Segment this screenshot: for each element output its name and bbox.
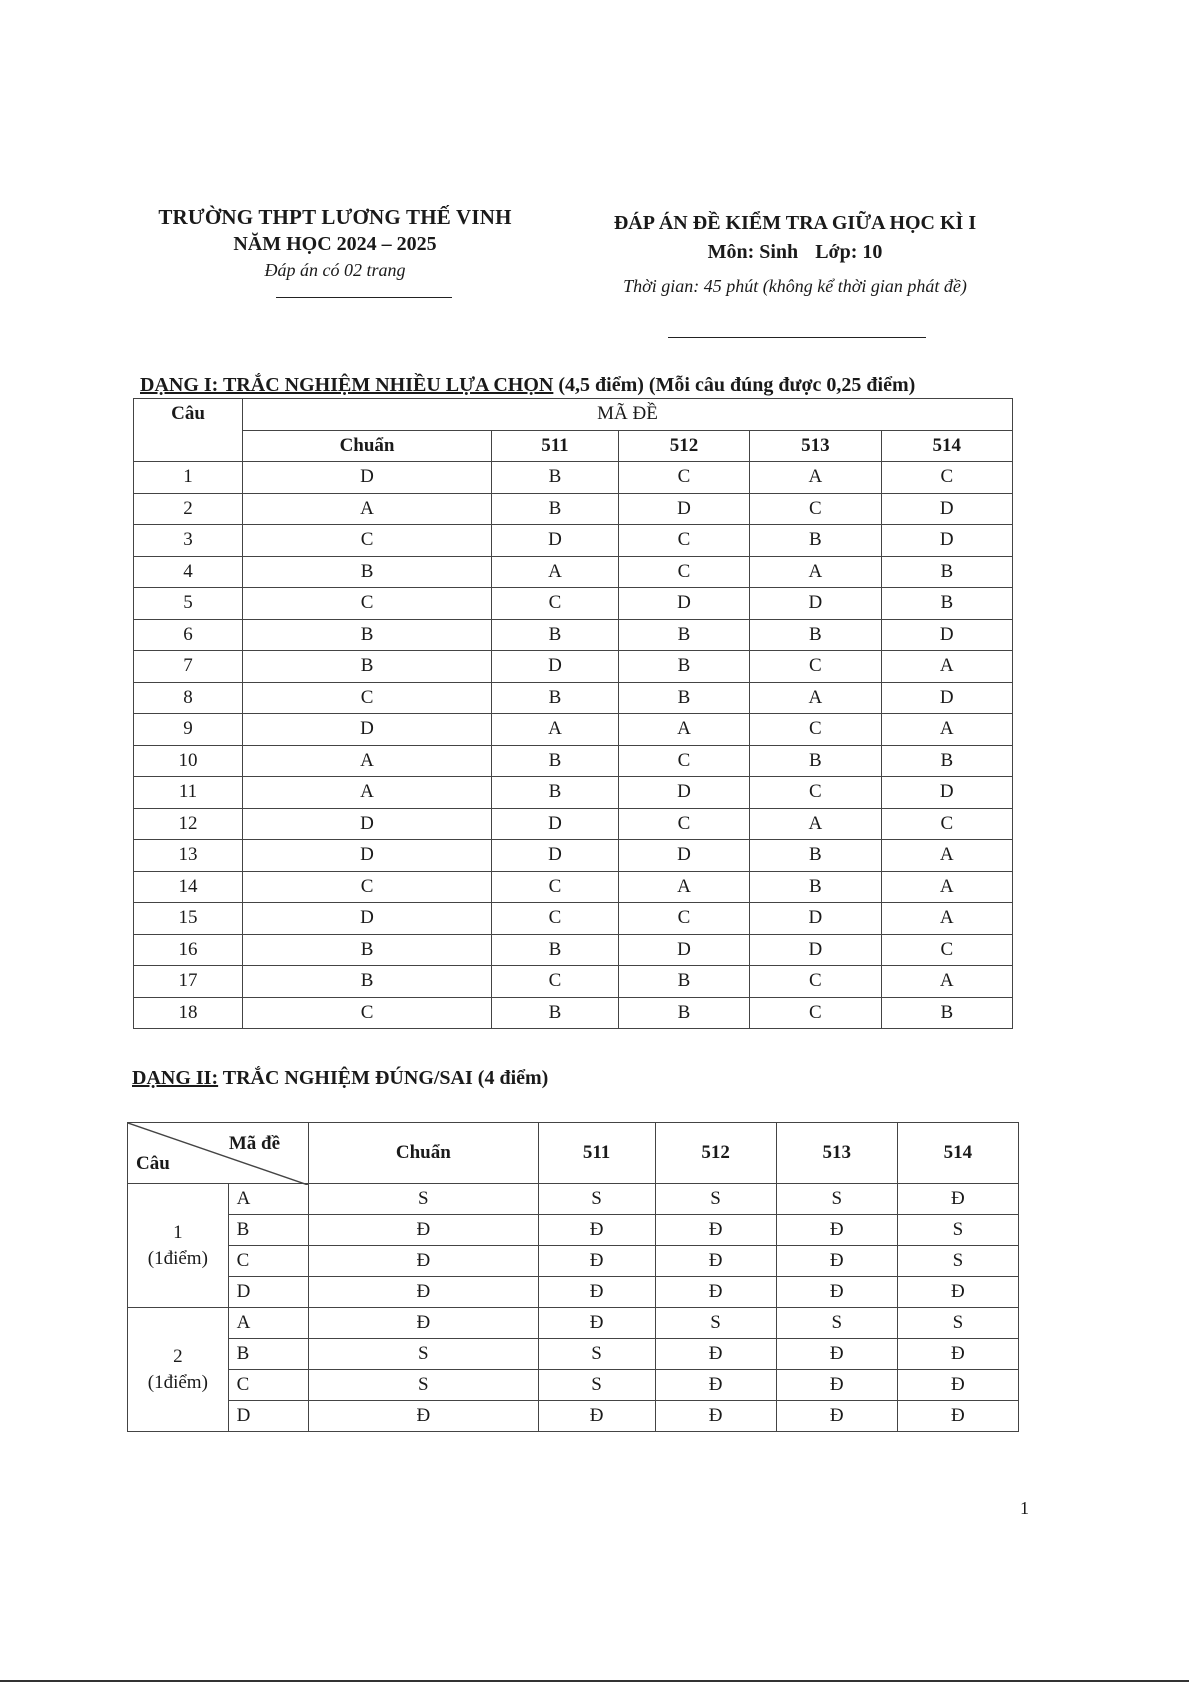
answer-cell: D: [492, 651, 619, 683]
answer-cell: C: [243, 871, 492, 903]
question-number: 7: [134, 651, 243, 683]
answer-cell: D: [618, 493, 749, 525]
answer-cell: S: [309, 1184, 539, 1215]
answer-cell: S: [897, 1246, 1018, 1277]
answer-cell: Đ: [776, 1246, 897, 1277]
answer-cell: B: [492, 493, 619, 525]
answer-cell: Đ: [776, 1370, 897, 1401]
question-number: 12: [134, 808, 243, 840]
answer-cell: C: [492, 588, 619, 620]
part1-header-cau: Câu: [134, 399, 243, 462]
answer-cell: A: [750, 808, 881, 840]
answer-cell: Đ: [538, 1277, 655, 1308]
answer-cell: Đ: [897, 1401, 1018, 1432]
answer-cell: S: [897, 1308, 1018, 1339]
answer-cell: A: [881, 966, 1012, 998]
answer-cell: D: [492, 808, 619, 840]
answer-cell: D: [750, 903, 881, 935]
answer-cell: B: [618, 619, 749, 651]
table-row: [128, 1308, 1019, 1339]
sub-item-label: C: [228, 1370, 308, 1401]
answer-cell: S: [655, 1308, 776, 1339]
answer-cell: C: [492, 871, 619, 903]
answer-cell: B: [881, 997, 1012, 1029]
answer-cell: A: [881, 871, 1012, 903]
table-row: [134, 493, 1013, 525]
question-number: 2: [173, 1345, 183, 1367]
answer-cell: B: [243, 556, 492, 588]
answer-cell: A: [243, 777, 492, 809]
answer-cell: B: [750, 840, 881, 872]
answer-cell: D: [243, 903, 492, 935]
part2-corner-made: Mã đề: [228, 1133, 280, 1154]
answer-cell: D: [618, 840, 749, 872]
answer-cell: S: [655, 1184, 776, 1215]
answer-cell: C: [618, 903, 749, 935]
answer-cell: C: [750, 651, 881, 683]
answer-cell: D: [618, 588, 749, 620]
part2-answer-table: [127, 1122, 1019, 1432]
answer-cell: D: [750, 588, 881, 620]
page-bottom-edge: [0, 1680, 1189, 1682]
question-number: 8: [134, 682, 243, 714]
answer-cell: C: [618, 525, 749, 557]
answer-cell: D: [881, 525, 1012, 557]
answer-cell: B: [618, 651, 749, 683]
exam-title: ĐÁP ÁN ĐỀ KIỂM TRA GIỮA HỌC KÌ I: [613, 212, 977, 234]
question-number: 10: [134, 745, 243, 777]
answer-cell: Đ: [897, 1184, 1018, 1215]
answer-cell: A: [618, 714, 749, 746]
answer-cell: C: [492, 966, 619, 998]
table-row: [134, 777, 1013, 809]
answer-cell: C: [618, 745, 749, 777]
header-left-underline: [276, 297, 452, 298]
table-row: [134, 903, 1013, 935]
question-number: 11: [134, 777, 243, 809]
answer-cell: C: [618, 808, 749, 840]
part2-corner-cau: Câu: [136, 1153, 170, 1174]
part1-code-header: Chuẩn: [243, 430, 492, 462]
answer-cell: Đ: [776, 1339, 897, 1370]
header-right-underline: [668, 337, 926, 338]
answer-cell: C: [618, 556, 749, 588]
answer-cell: C: [750, 966, 881, 998]
answer-cell: D: [881, 493, 1012, 525]
answer-cell: Đ: [538, 1215, 655, 1246]
table-row: [134, 871, 1013, 903]
answer-cell: Đ: [655, 1401, 776, 1432]
answer-cell: Đ: [538, 1246, 655, 1277]
sub-item-label: B: [228, 1215, 308, 1246]
answer-cell: B: [492, 619, 619, 651]
answer-cell: D: [881, 777, 1012, 809]
exam-subject: Môn: Sinh: [707, 241, 799, 263]
answer-cell: B: [618, 966, 749, 998]
sub-item-label: D: [228, 1277, 308, 1308]
answer-cell: B: [243, 619, 492, 651]
answer-cell: C: [243, 682, 492, 714]
answer-cell: Đ: [655, 1339, 776, 1370]
question-cell: [128, 1308, 229, 1432]
part1-title-rest: (4,5 điểm) (Mỗi câu đúng được 0,25 điểm): [553, 374, 916, 396]
answer-cell: C: [243, 588, 492, 620]
question-number: 3: [134, 525, 243, 557]
answer-cell: B: [750, 619, 881, 651]
sub-item-label: A: [228, 1308, 308, 1339]
school-header: [130, 205, 540, 281]
table-row: [128, 1370, 1019, 1401]
answer-cell: Đ: [538, 1401, 655, 1432]
table-row: [134, 619, 1013, 651]
answer-cell: S: [538, 1370, 655, 1401]
answer-cell: B: [492, 777, 619, 809]
part1-answer-table: [133, 398, 1013, 1029]
answer-cell: Đ: [655, 1277, 776, 1308]
answer-cell: C: [881, 462, 1012, 494]
part2-code-header: 511: [538, 1123, 655, 1184]
question-number: 15: [134, 903, 243, 935]
answer-cell: D: [881, 682, 1012, 714]
part1-title: [140, 374, 915, 397]
answer-cell: B: [243, 651, 492, 683]
table-row: [134, 462, 1013, 494]
answer-cell: S: [776, 1308, 897, 1339]
table-row: [134, 651, 1013, 683]
exam-grade: Lớp: 10: [815, 241, 883, 263]
answer-cell: B: [243, 934, 492, 966]
page-number: 1: [1020, 1498, 1029, 1518]
answer-cell: S: [309, 1370, 539, 1401]
answer-cell: A: [750, 462, 881, 494]
question-number: 14: [134, 871, 243, 903]
part1-code-header: 511: [492, 430, 619, 462]
table-row: [134, 682, 1013, 714]
sub-item-label: A: [228, 1184, 308, 1215]
question-number: 2: [134, 493, 243, 525]
question-cell: [128, 1184, 229, 1308]
answer-cell: B: [750, 745, 881, 777]
school-name: TRƯỜNG THPT LƯƠNG THẾ VINH: [158, 205, 512, 229]
answer-cell: C: [881, 808, 1012, 840]
answer-cell: B: [881, 588, 1012, 620]
question-points: (1điểm): [147, 1247, 208, 1269]
answer-cell: B: [492, 934, 619, 966]
sub-item-label: D: [228, 1401, 308, 1432]
answer-cell: Đ: [538, 1308, 655, 1339]
sub-item-label: C: [228, 1246, 308, 1277]
question-number: 6: [134, 619, 243, 651]
answer-cell: B: [881, 556, 1012, 588]
part2-code-header: 514: [897, 1123, 1018, 1184]
part2-title-rest: TRẮC NGHIỆM ĐÚNG/SAI (4 điểm): [218, 1067, 549, 1089]
table-row: [134, 997, 1013, 1029]
answer-cell: D: [243, 714, 492, 746]
answer-cell: A: [243, 493, 492, 525]
answer-cell: C: [618, 462, 749, 494]
part1-header-made: MÃ ĐỀ: [243, 399, 1013, 431]
answer-cell: C: [750, 997, 881, 1029]
school-year: NĂM HỌC 2024 – 2025: [233, 233, 437, 255]
answer-cell: D: [243, 808, 492, 840]
answer-cell: C: [750, 493, 881, 525]
answer-cell: B: [750, 871, 881, 903]
answer-cell: A: [750, 556, 881, 588]
answer-cell: C: [750, 714, 881, 746]
part1-code-header: 512: [618, 430, 749, 462]
answer-cell: S: [776, 1184, 897, 1215]
answer-cell: D: [618, 777, 749, 809]
sub-item-label: B: [228, 1339, 308, 1370]
answer-cell: B: [492, 997, 619, 1029]
table-row: [134, 840, 1013, 872]
answer-cell: Đ: [309, 1401, 539, 1432]
answer-cell: A: [492, 714, 619, 746]
table-row: [134, 745, 1013, 777]
answer-cell: A: [881, 840, 1012, 872]
part2-title: [132, 1067, 548, 1090]
part1-code-header: 513: [750, 430, 881, 462]
answer-cell: S: [538, 1339, 655, 1370]
answer-cell: A: [243, 745, 492, 777]
answer-cell: B: [881, 745, 1012, 777]
answer-cell: Đ: [309, 1308, 539, 1339]
answer-cell: B: [492, 745, 619, 777]
answer-cell: C: [492, 903, 619, 935]
answer-cell: Đ: [897, 1370, 1018, 1401]
question-number: 4: [134, 556, 243, 588]
table-row: [134, 588, 1013, 620]
table-row: [128, 1246, 1019, 1277]
answer-cell: A: [618, 871, 749, 903]
pages-note: Đáp án có 02 trang: [264, 260, 406, 280]
answer-cell: Đ: [309, 1277, 539, 1308]
answer-cell: B: [618, 997, 749, 1029]
answer-cell: A: [492, 556, 619, 588]
answer-cell: Đ: [897, 1277, 1018, 1308]
part2-corner-cell: [128, 1123, 309, 1184]
answer-cell: A: [881, 714, 1012, 746]
table-row: [128, 1215, 1019, 1246]
part2-code-header: 512: [655, 1123, 776, 1184]
answer-cell: Đ: [309, 1246, 539, 1277]
table-row: [134, 525, 1013, 557]
table-row: [128, 1401, 1019, 1432]
answer-cell: C: [243, 997, 492, 1029]
question-number: 16: [134, 934, 243, 966]
answer-cell: A: [750, 682, 881, 714]
answer-cell: B: [750, 525, 881, 557]
answer-cell: B: [243, 966, 492, 998]
table-row: [134, 966, 1013, 998]
answer-cell: B: [618, 682, 749, 714]
table-row: [134, 714, 1013, 746]
question-number: 17: [134, 966, 243, 998]
table-row: [134, 808, 1013, 840]
answer-cell: Đ: [655, 1370, 776, 1401]
answer-cell: D: [243, 840, 492, 872]
answer-cell: D: [881, 619, 1012, 651]
question-number: 5: [134, 588, 243, 620]
table-row: [128, 1184, 1019, 1215]
answer-cell: B: [492, 462, 619, 494]
answer-cell: S: [897, 1215, 1018, 1246]
part1-title-underlined: DẠNG I: TRẮC NGHIỆM NHIỀU LỰA CHỌN: [140, 374, 554, 396]
answer-cell: C: [750, 777, 881, 809]
table-row: [128, 1339, 1019, 1370]
answer-cell: D: [243, 462, 492, 494]
answer-cell: Đ: [309, 1215, 539, 1246]
answer-cell: D: [492, 840, 619, 872]
answer-cell: S: [538, 1184, 655, 1215]
answer-cell: Đ: [776, 1401, 897, 1432]
exam-header: [560, 212, 1030, 297]
question-points: (1điểm): [147, 1371, 208, 1393]
answer-cell: S: [309, 1339, 539, 1370]
question-number: 1: [173, 1221, 183, 1243]
answer-cell: C: [243, 525, 492, 557]
question-number: 1: [134, 462, 243, 494]
answer-cell: C: [881, 934, 1012, 966]
question-number: 9: [134, 714, 243, 746]
answer-cell: A: [881, 903, 1012, 935]
answer-cell: Đ: [776, 1215, 897, 1246]
answer-cell: A: [881, 651, 1012, 683]
table-row: [134, 556, 1013, 588]
answer-cell: Đ: [776, 1277, 897, 1308]
answer-cell: B: [492, 682, 619, 714]
answer-cell: Đ: [897, 1339, 1018, 1370]
part2-code-header: 513: [776, 1123, 897, 1184]
answer-cell: D: [492, 525, 619, 557]
exam-time: Thời gian: 45 phút (không kể thời gian phát đề): [623, 276, 967, 296]
exam-subject-line: [560, 241, 1030, 264]
answer-cell: D: [618, 934, 749, 966]
answer-cell: Đ: [655, 1246, 776, 1277]
answer-cell: D: [750, 934, 881, 966]
table-row: [134, 934, 1013, 966]
part2-code-header: Chuẩn: [309, 1123, 539, 1184]
part2-title-underlined: DẠNG II:: [132, 1067, 219, 1089]
question-number: 13: [134, 840, 243, 872]
question-number: 18: [134, 997, 243, 1029]
answer-cell: Đ: [655, 1215, 776, 1246]
table-row: [128, 1277, 1019, 1308]
part1-code-header: 514: [881, 430, 1012, 462]
